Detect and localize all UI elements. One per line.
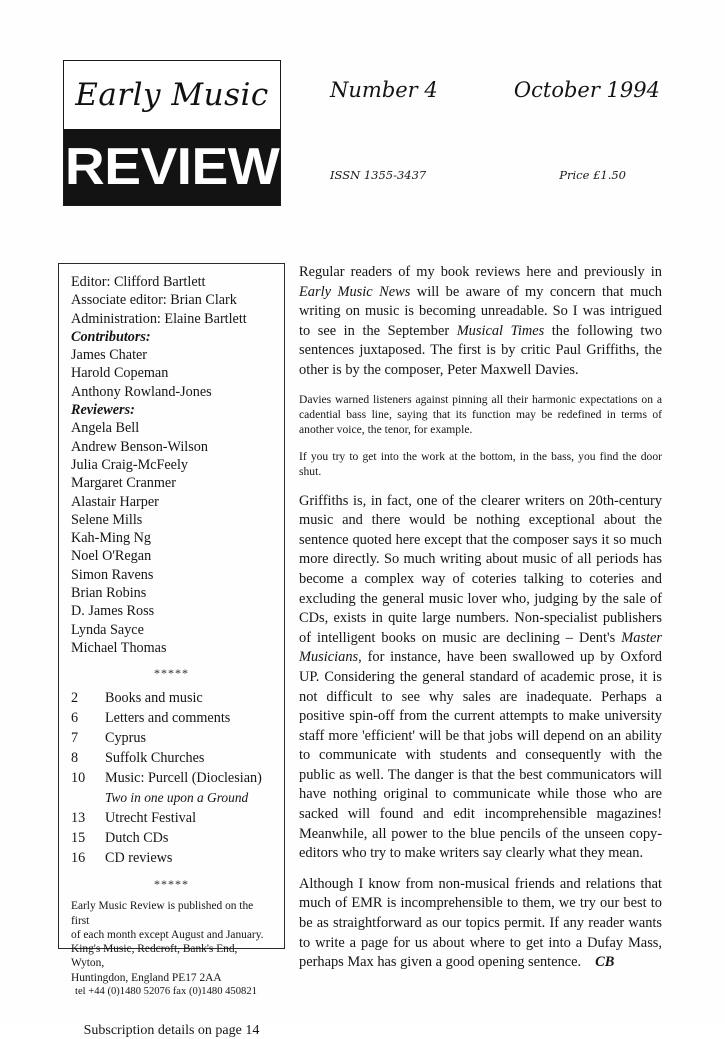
staff-row — [71, 584, 272, 602]
staff-label: Associate editor: Brian Clark — [71, 292, 237, 309]
masthead-logo — [63, 60, 281, 206]
staff-row — [71, 529, 272, 547]
staff-label: Selene Mills — [71, 511, 143, 528]
staff-label: Reviewers: — [71, 402, 135, 419]
staff-label: Alastair Harper — [71, 493, 159, 510]
contents-page-number: 8 — [71, 750, 79, 767]
contents-page-number: 10 — [71, 770, 86, 787]
staff-label: Brian Robins — [71, 585, 147, 602]
contents-title: Suffolk Churches — [105, 750, 205, 767]
contents-item[interactable] — [71, 828, 272, 848]
staff-row — [71, 639, 272, 657]
staff-label: Contributors: — [71, 328, 151, 345]
editorial-column — [299, 263, 662, 984]
editorial-signature: CB — [595, 954, 615, 971]
staff-row — [71, 456, 272, 474]
para1-part-c: the following two sentences juxtaposed. The first is by critic Paul Griffiths, the other is by the composer, Peter Maxwell Davies. — [299, 322, 663, 378]
staff-row — [71, 602, 272, 620]
colophon-line: Early Music Review is published on the first — [71, 900, 254, 927]
logo-top-panel — [64, 61, 280, 129]
contents-item[interactable] — [71, 848, 272, 868]
issue-number: Number 4 — [330, 78, 438, 102]
contents-title: Music: Purcell (Dioclesian) — [105, 770, 262, 787]
staff-label: Kah-Ming Ng — [71, 530, 151, 547]
para2-italic-master-musicians: Master Musicians — [299, 629, 662, 666]
staff-row — [71, 291, 272, 309]
issn-value: ISSN 1355-3437 — [330, 168, 427, 182]
logo-title-early-music: Early Music — [75, 77, 269, 113]
issue-date: October 1994 — [513, 78, 660, 102]
staff-heading-contributors — [71, 328, 272, 346]
colophon-line: King's Music, Redcroft, Bank's End, Wyton, — [71, 943, 238, 970]
contents-item[interactable] — [71, 748, 272, 768]
contents-item[interactable] — [71, 688, 272, 708]
staff-row — [71, 383, 272, 401]
editorial-paragraph-1 — [299, 263, 662, 381]
contents-item[interactable] — [71, 708, 272, 728]
staff-row — [71, 547, 272, 565]
editorial-quote-2: If you try to get into the work at the bottom, in the bass, you find the door shut. — [299, 450, 662, 479]
contents-page-number: 15 — [71, 830, 86, 847]
staff-row — [71, 566, 272, 584]
staff-row — [71, 273, 272, 291]
staff-label: Andrew Benson-Wilson — [71, 438, 208, 455]
contents-subtitle: Two in one upon a Ground — [105, 790, 249, 806]
contents-page-number: 16 — [71, 850, 86, 867]
colophon-tel-fax: tel +44 (0)1480 52076 fax (0)1480 450821 — [75, 986, 257, 998]
logo-title-review: REVIEW — [64, 138, 280, 196]
contents-page-number: 2 — [71, 690, 79, 707]
staff-row — [71, 474, 272, 492]
staff-label: Anthony Rowland-Jones — [71, 383, 212, 400]
divider-stars-bottom: ***** — [154, 877, 189, 892]
staff-label: James Chater — [71, 347, 148, 364]
contents-page-number: 6 — [71, 710, 79, 727]
subscription-note: Subscription details on page 14 — [83, 1023, 260, 1039]
staff-row — [71, 493, 272, 511]
staff-row — [71, 310, 272, 328]
contents-title: Books and music — [105, 690, 203, 707]
staff-label: Lynda Sayce — [71, 621, 144, 638]
contents-list — [71, 688, 272, 868]
contents-title: Cyprus — [105, 730, 146, 747]
editorial-quote-1: Davies warned listeners against pinning all their harmonic expectations on a cadential bass line, saying that its function may be redefined in terms of another voice, the tenor, for example. — [299, 392, 662, 436]
contents-page-number: 7 — [71, 730, 79, 747]
colophon — [71, 899, 272, 999]
contents-title: Letters and comments — [105, 710, 231, 727]
staff-heading-reviewers — [71, 401, 272, 419]
contents-item[interactable] — [71, 768, 272, 788]
staff-label: Julia Craig-McFeely — [71, 456, 189, 473]
issn-line — [330, 168, 626, 182]
price-value: Price £1.50 — [559, 168, 626, 182]
staff-label: Harold Copeman — [71, 365, 169, 382]
staff-label: Noel O'Regan — [71, 548, 152, 565]
staff-label: Simon Ravens — [71, 566, 154, 583]
para1-italic-musical-times: Musical Times — [456, 322, 545, 339]
para3-text: Although I know from non-musical friends and relations that much of EMR is incomprehensible to them, we try our best to be as straightforward as our topics permit. If any reader wants to write a page for us about where to get into a Dufay Mass, perhaps Max has given a good opening sentence. — [299, 875, 662, 971]
contents-item[interactable] — [71, 808, 272, 828]
para1-part-a: Regular readers of my book reviews here and previously in — [299, 264, 662, 280]
staff-label: Margaret Cranmer — [71, 475, 176, 492]
editorial-paragraph-3 — [299, 875, 662, 973]
contents-item[interactable] — [71, 728, 272, 748]
staff-label: Michael Thomas — [71, 639, 167, 656]
staff-row — [71, 364, 272, 382]
staff-row — [71, 438, 272, 456]
staff-label: Editor: Clifford Bartlett — [71, 274, 206, 290]
editorial-paragraph-2 — [299, 492, 662, 864]
info-box — [58, 263, 285, 1039]
staff-row — [71, 419, 272, 437]
issue-line — [330, 78, 660, 102]
staff-list — [71, 273, 272, 657]
para2-part-b: , for instance, have been swallowed up by Oxford UP. Considering the general standard of academic prose, it is not difficult to see why sales are inadequate. Perhaps a positive spin-off from the current attempts to make university staff more 'efficient' will be that jobs will depend on an ability to communicate with students and consequently with the public as well. The danger is that the best communicators will have nothing original to communicate while those who are sacked will found and edit incomprehensible magazines! Meanwhile, all power to the blue pencils of the unseen copy-editors who try to make writers say clearly what they mean. — [299, 649, 662, 862]
staff-row — [71, 511, 272, 529]
staff-label: Administration: Elaine Bartlett — [71, 310, 247, 327]
para1-part-b: will be aware of my concern that much writing on music is becoming unreadable. So I was intrigued to see in the September — [299, 283, 662, 339]
divider-stars-top: ***** — [154, 666, 189, 681]
para2-part-a: Griffiths is, in fact, one of the clearer writers on 20th-century music and there would be nothing exceptional about the sentence quoted here except that the composer says it so much more directly. So much writing about music of all periods has become a complex way of coteries talking to coteries and excluding the general music lover who, judging by the sale of CDs, exists in quite large numbers. Non-specialist publishers of intelligent books on music are declining – Dent's — [299, 492, 662, 646]
staff-label: Angela Bell — [71, 420, 140, 437]
contents-title: Utrecht Festival — [105, 810, 197, 827]
staff-row — [71, 346, 272, 364]
contents-page-number: 13 — [71, 810, 86, 827]
logo-bottom-panel — [64, 129, 280, 205]
colophon-line: of each month except August and January. — [71, 928, 264, 941]
staff-label: D. James Ross — [71, 603, 155, 620]
colophon-line: Huntingdon, England PE17 2AA — [71, 971, 222, 984]
para1-italic-early-music-news: Early Music News — [299, 283, 411, 300]
contents-title: Dutch CDs — [105, 830, 169, 847]
contents-title: CD reviews — [105, 850, 173, 867]
staff-row — [71, 621, 272, 639]
